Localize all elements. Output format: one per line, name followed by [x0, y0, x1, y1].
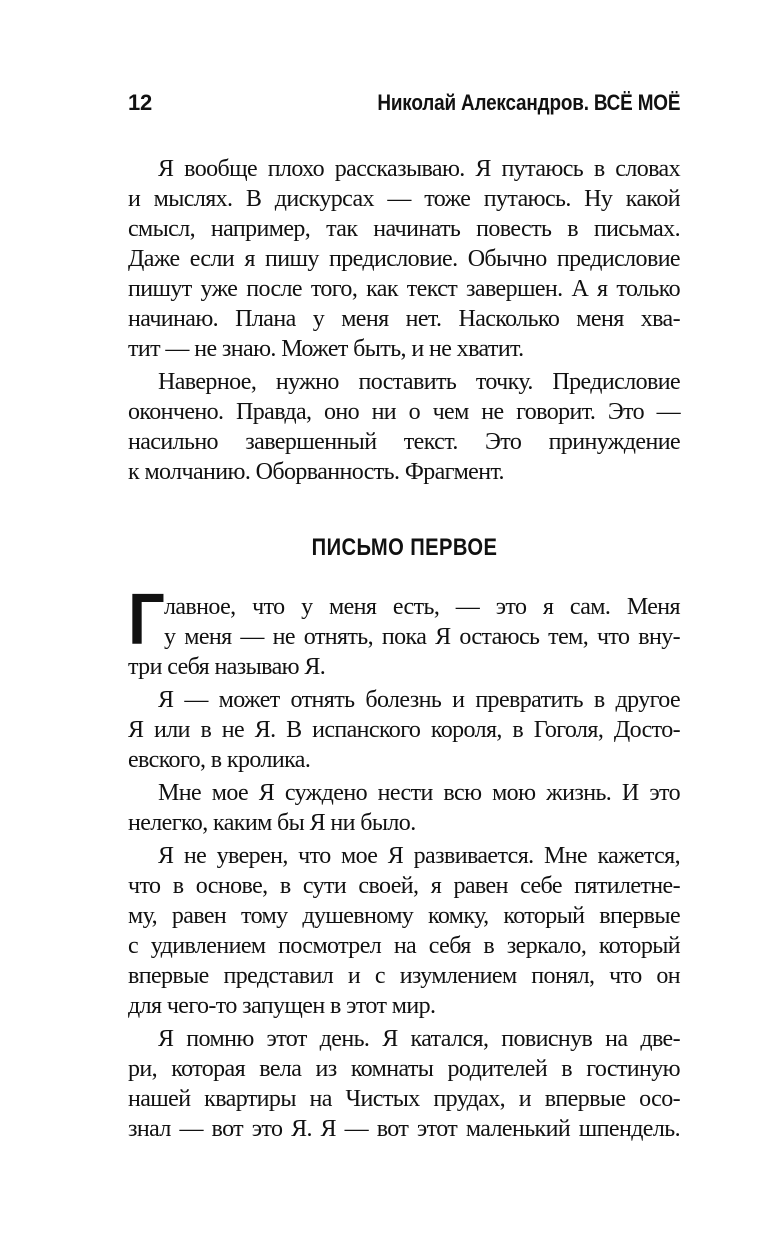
preface-text	[128, 154, 680, 487]
text-line: евского, в кролика.	[128, 747, 311, 773]
text-line: нашей квартиры на Чистых прудах, и впервые осо-	[128, 1086, 680, 1112]
text-line: начинаю. Плана у меня нет. Насколько меня хва-	[128, 306, 680, 332]
text-line: Я вообще плохо рассказываю. Я путаюсь в словах	[158, 156, 680, 182]
chapter-paragraph	[128, 685, 680, 775]
text-line: Я не уверен, что мое Я развивается. Мне кажется,	[158, 843, 680, 869]
text-line: знал — вот это Я. Я — вот этот маленький шпендель.	[128, 1116, 680, 1142]
text-line: нелегко, каким бы Я ни было.	[128, 810, 416, 836]
text-line: лавное, что у меня есть, — это я сам. Меня	[164, 594, 680, 620]
text-line: с удивлением посмотрел на себя в зеркало, который	[128, 933, 680, 959]
dropcap-block	[128, 580, 680, 660]
preface-paragraph	[128, 367, 680, 487]
chapter-text	[128, 580, 680, 1144]
text-line: пишут уже после того, как текст завершен. А я только	[128, 276, 680, 302]
running-title: Николай Александров. ВСЁ МОЁ	[376, 90, 680, 115]
text-line: к молчанию. Оборванность. Фрагмент.	[128, 459, 504, 485]
text-line: у меня — не отнять, пока Я остаюсь тем, что вну-	[164, 624, 680, 650]
text-line: Наверное, нужно поставить точку. Предисловие	[158, 369, 680, 395]
chapter-paragraph	[128, 778, 680, 838]
page-number: 12	[128, 90, 153, 115]
chapter-title-text: ПИСЬМО ПЕРВОЕ	[311, 534, 497, 561]
chapter-paragraph	[128, 1024, 680, 1144]
chapter-title	[128, 534, 680, 562]
text-line: три себя называю Я.	[128, 654, 326, 680]
text-line: для чего-то запущен в этот мир.	[128, 993, 436, 1019]
preface-paragraph	[128, 154, 680, 364]
text-line: му, равен тому душевному комку, который впервые	[128, 903, 680, 929]
text-line: ри, которая вела из комнаты родителей в гостиную	[128, 1056, 680, 1082]
text-line: Мне мое Я суждено нести всю мою жизнь. И это	[158, 780, 680, 806]
text-line: Я помню этот день. Я катался, повиснув на две-	[158, 1026, 680, 1052]
text-line: Даже если я пишу предисловие. Обычно предисловие	[128, 246, 680, 272]
text-line: окончено. Правда, оно ни о чем не говорит. Это —	[128, 399, 680, 425]
chapter-paragraph	[128, 580, 680, 682]
text-line: Я — может отнять болезнь и превратить в другое	[158, 687, 680, 713]
text-line: смысл, например, так начинать повесть в письмах.	[128, 216, 680, 242]
chapter-paragraph	[128, 841, 680, 1021]
text-line: Я или в не Я. В испанского короля, в Гоголя, Досто-	[128, 717, 680, 743]
text-line: насильно завершенный текст. Это принуждение	[128, 429, 680, 455]
running-header	[128, 90, 680, 120]
drop-cap: Г	[128, 580, 165, 660]
text-line: и мыслях. В дискурсах — тоже путаюсь. Ну какой	[128, 186, 680, 212]
text-line: тит — не знаю. Может быть, и не хватит.	[128, 336, 524, 362]
text-line: впервые представил и с изумлением понял, что он	[128, 963, 680, 989]
text-line: что в основе, в сути своей, я равен себе пятилетне-	[128, 873, 680, 899]
